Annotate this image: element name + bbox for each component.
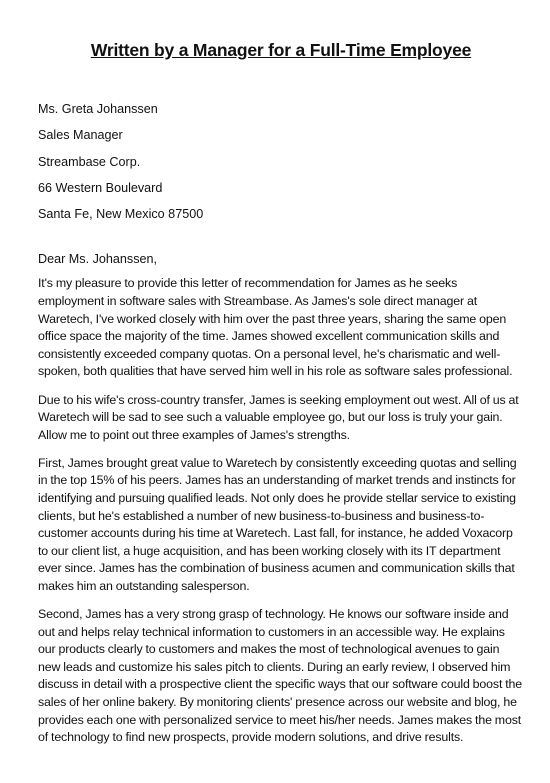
recipient-city: Santa Fe, New Mexico 87500 (38, 207, 204, 222)
recipient-address (38, 100, 524, 231)
paragraph-reason: Due to his wife's cross-country transfer, James is seeking employment out west. All of us at Waretech will be sad to see such a valuable employee go, but our loss is truly your gain. Allow me to point out three examples of James's strengths. (38, 392, 519, 442)
salutation: Dear Ms. Johanssen, (38, 252, 157, 267)
recipient-position: Sales Manager (38, 128, 123, 143)
paragraph-intro: It's my pleasure to provide this letter of recommendation for James as he seeks employment in software sales with Streambase. As James's sole direct manager at Waretech, I've worked closely with him over the past three years, sharing the same open office space the majority of the time. James showed excellent communication skills and consistently exceeded company quotas. On a personal level, he's charismatic and well-spoken, both qualities that have served him well in his role as software sales professional. (38, 276, 513, 379)
paragraph-second-strength: Second, James has a very strong grasp of technology. He knows our software inside and out and helps relay technical information to customers in an accessible way. He explains our products clearly to customers and makes the most of technological avenues to gain new leads and customize his sales pitch to clients. During an early review, I observed him discuss in detail with a prospective client the specific ways that our software could boost the sales of her online bakery. By monitoring clients' presence across our website and blog, he provides each one with personalized service to meet his/her needs. James makes the most of technology to find new prospects, provide modern solutions, and drive results. (38, 607, 523, 745)
recipient-street: 66 Western Boulevard (38, 180, 163, 195)
paragraph-first-strength: First, James brought great value to Waretech by consistently exceeding quotas and selling in the top 15% of his peers. James has an understanding of market trends and instincts for identifying and pursuing qualified leads. Not only does he provide stellar service to existing clients, but he's established a number of new business-to-business and business-to-customer accounts during his time at Waretech. Last fall, for instance, he added Voxacorp to our client list, a huge acquisition, and has been working closely with its IT department ever since. James has the combination of business acumen and communication skills that makes him an outstanding salesperson. (38, 455, 517, 593)
page-title: Written by a Manager for a Full-Time Employee (90, 40, 472, 60)
recipient-company: Streambase Corp. (38, 154, 141, 169)
recipient-name: Ms. Greta Johanssen (38, 102, 158, 116)
